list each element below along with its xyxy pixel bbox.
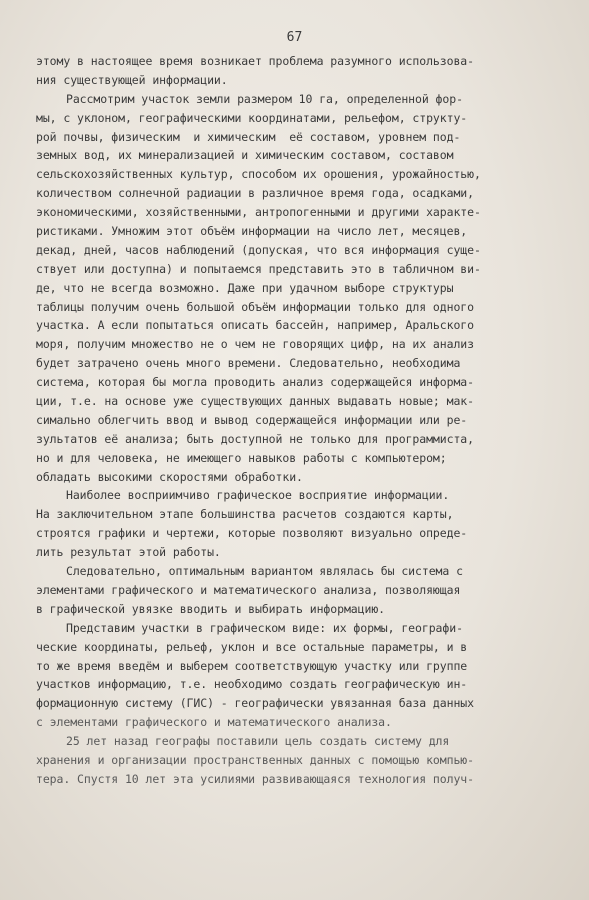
text-line: Следовательно, оптимальным вариантом являлась бы система с bbox=[66, 564, 463, 579]
text-line: ствует или доступна) и попытаемся представить это в табличном ви- bbox=[36, 261, 481, 276]
text-line: Представим участки в графическом виде: их формы, географи- bbox=[66, 620, 463, 635]
text-line: таблицы получим очень большой объём информации только для одного bbox=[36, 299, 474, 314]
text-line: На заключительном этапе большинства расчетов создаются карты, bbox=[36, 507, 454, 522]
text-line: с элементами графического и математического анализа. bbox=[36, 715, 392, 730]
body-text bbox=[36, 52, 556, 789]
text-line: участка. А если попытаться описать бассейн, например, Аральского bbox=[36, 318, 474, 333]
text-line: ристиками. Умножим этот объём информации на число лет, месяцев, bbox=[36, 224, 468, 239]
page-number: 67 bbox=[286, 30, 303, 45]
text-line: система, которая бы могла проводить анализ содержащейся информа- bbox=[36, 375, 474, 390]
text-line: строятся графики и чертежи, которые позволяют визуально опреде- bbox=[36, 526, 468, 541]
text-line: тера. Спустя 10 лет эта усилиями развивающаяся технология получ- bbox=[36, 771, 474, 786]
text-line: будет затрачено очень много времени. Следовательно, необходима bbox=[36, 356, 461, 371]
text-line: декад, дней, часов наблюдений (допуская, что вся информация суще- bbox=[36, 242, 481, 257]
text-line: зультатов её анализа; быть доступной не только для программиста, bbox=[36, 431, 474, 446]
text-line: земных вод, их минерализацией и химическим составом, составом bbox=[36, 148, 454, 163]
text-line: сельскохозяйственных культур, способом их орошения, урожайностью, bbox=[36, 167, 481, 182]
text-line: обладать высокими скоростями обработки. bbox=[36, 469, 303, 484]
text-line: мы, с уклоном, географическими координатами, рельефом, структу- bbox=[36, 110, 468, 125]
text-line: хранения и организации пространственных данных с помощью компью- bbox=[36, 752, 474, 767]
text-line: ции, т.е. на основе уже существующих данных выдавать новые; мак- bbox=[36, 394, 474, 409]
text-line: лить результат этой работы. bbox=[36, 545, 221, 560]
text-line: в графической увязке вводить и выбирать информацию. bbox=[36, 601, 386, 616]
text-line: то же время введём и выберем соответствующую участку или группе bbox=[36, 658, 468, 673]
text-line: экономическими, хозяйственными, антропогенными и другими характе- bbox=[36, 205, 481, 220]
text-line: Рассмотрим участок земли размером 10 га, определенной фор- bbox=[66, 91, 463, 106]
text-line: симально облегчить ввод и вывод содержащейся информации или ре- bbox=[36, 412, 468, 427]
text-line: ния существующей информации. bbox=[36, 72, 228, 87]
text-line: 25 лет назад географы поставили цель создать систему для bbox=[66, 734, 450, 749]
text-line: Наиболее восприимчиво графическое восприятие информации. bbox=[66, 488, 450, 503]
text-line: участков информацию, т.е. необходимо создать географическую ин- bbox=[36, 677, 468, 692]
text-line: этому в настоящее время возникает проблема разумного использова- bbox=[36, 54, 474, 68]
text-line: де, что не всегда возможно. Даже при удачном выборе структуры bbox=[36, 280, 454, 295]
text-line: моря, получим множество не о чем не говорящих цифр, на их анализ bbox=[36, 337, 474, 352]
text-line: количеством солнечной радиации в различное время года, осадками, bbox=[36, 186, 474, 201]
text-line: рой почвы, физическим и химическим её составом, уровнем под- bbox=[36, 129, 461, 144]
text-line: но и для человека, не имеющего навыков работы с компьютером; bbox=[36, 450, 447, 465]
text-line: элементами графического и математического анализа, позволяющая bbox=[36, 582, 461, 597]
text-line: ческие координаты, рельеф, уклон и все остальные параметры, и в bbox=[36, 639, 468, 654]
text-line: формационную систему (ГИС) - географически увязанная база данных bbox=[36, 696, 474, 711]
